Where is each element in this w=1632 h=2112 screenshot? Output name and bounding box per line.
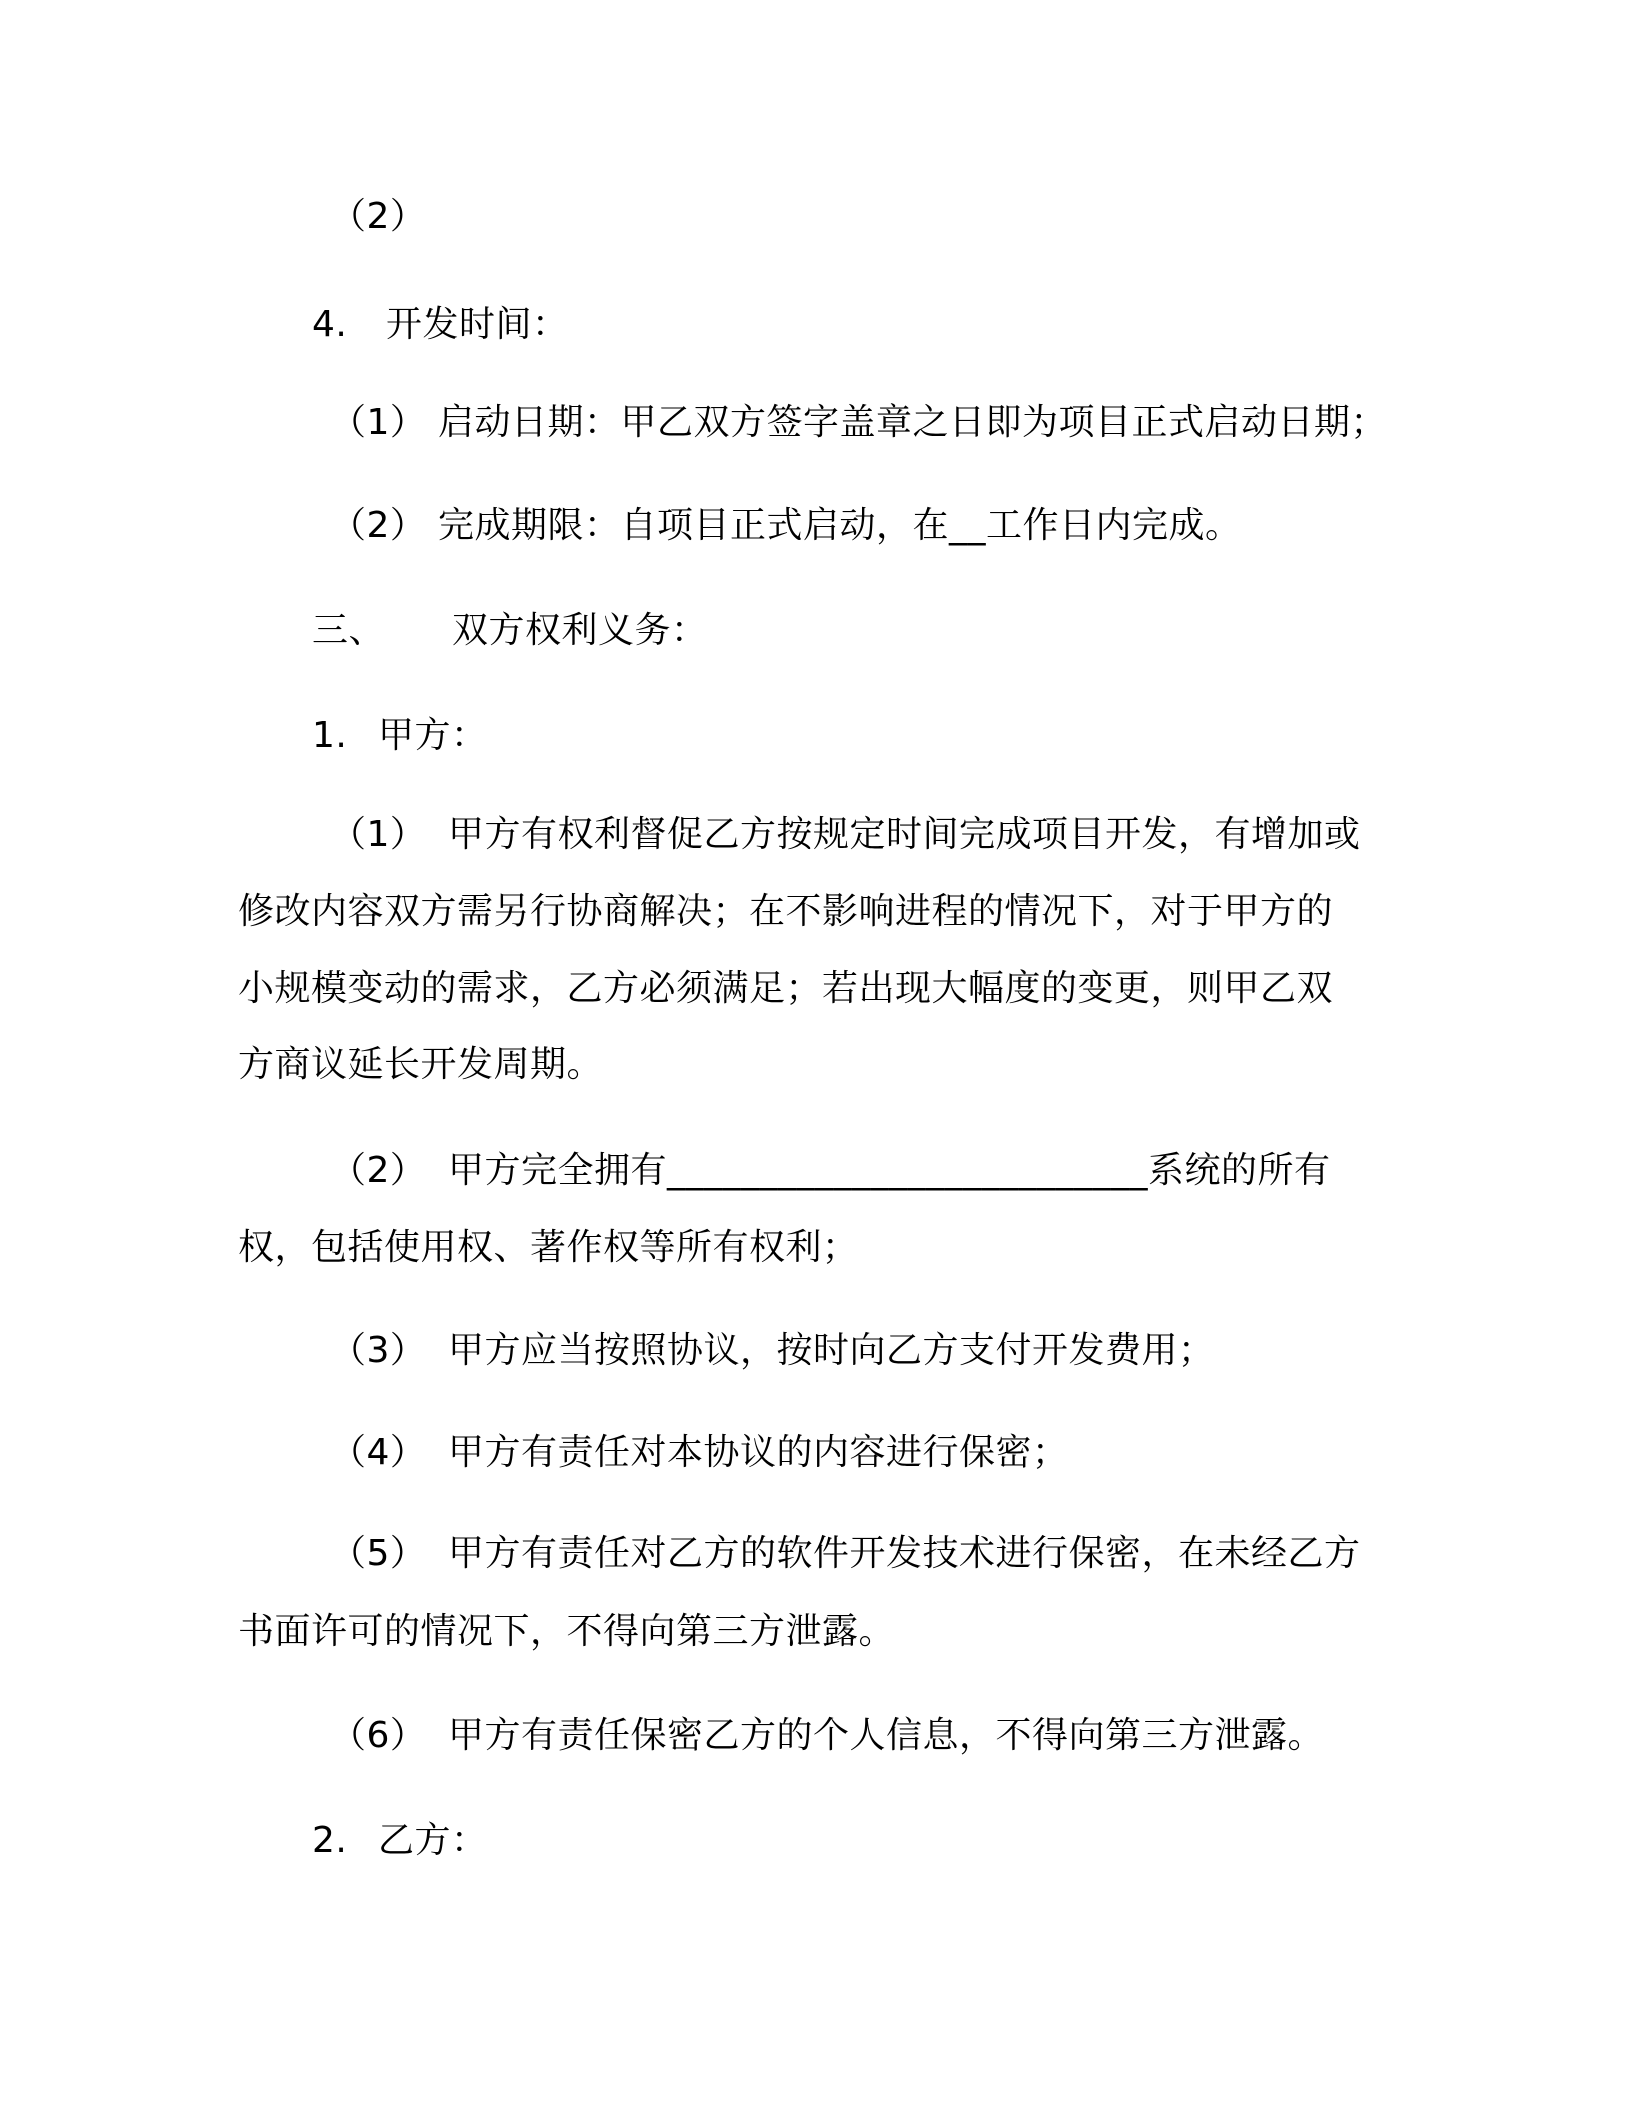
- item-party-a-1-continuation: 修改内容双方需另行协商解决；在不影响进程的情况下，对于甲方的: [238, 891, 1334, 932]
- item-number: （2）: [330, 1150, 427, 1191]
- item-text: 双方权利义务：: [452, 610, 708, 651]
- item-party-a-1-continuation: 方商议延长开发周期。: [238, 1044, 604, 1085]
- item-number: （1）: [330, 814, 427, 855]
- item-number: （2）: [330, 505, 427, 546]
- item-text: 甲方完全拥有__________________________系统的所有: [448, 1150, 1331, 1191]
- item-number: （5）: [330, 1533, 427, 1574]
- item-text: 乙方：: [378, 1820, 488, 1861]
- item-text: 甲方：: [378, 715, 488, 756]
- item-text: 甲方有责任对乙方的软件开发技术进行保密，在未经乙方: [448, 1533, 1361, 1574]
- item-number: 2.: [312, 1820, 348, 1861]
- item-text: 启动日期：甲乙双方签字盖章之日即为项目正式启动日期；: [438, 402, 1388, 443]
- item-number: 三、: [312, 610, 386, 651]
- item-party-a-1-continuation: 小规模变动的需求，乙方必须满足；若出现大幅度的变更，则甲乙双: [238, 968, 1334, 1009]
- item-party-a-2-continuation: 权，包括使用权、著作权等所有权利；: [238, 1227, 859, 1268]
- item-number: 4.: [312, 304, 348, 345]
- item-number: （3）: [330, 1330, 427, 1371]
- item-party-a-5-continuation: 书面许可的情况下，不得向第三方泄露。: [238, 1611, 896, 1652]
- item-number: （6）: [330, 1715, 427, 1756]
- item-text: 完成期限：自项目正式启动，在__工作日内完成。: [438, 505, 1242, 546]
- item-number: （2）: [330, 196, 427, 237]
- item-text: 甲方应当按照协议，按时向乙方支付开发费用；: [448, 1330, 1215, 1371]
- item-number: （4）: [330, 1432, 427, 1473]
- item-text: 开发时间：: [386, 304, 569, 345]
- item-text: 甲方有责任保密乙方的个人信息，不得向第三方泄露。: [448, 1715, 1325, 1756]
- item-number: 1.: [312, 715, 348, 756]
- item-number: （1）: [330, 402, 427, 443]
- item-text: 甲方有权利督促乙方按规定时间完成项目开发，有增加或: [448, 814, 1361, 855]
- item-text: 甲方有责任对本协议的内容进行保密；: [448, 1432, 1069, 1473]
